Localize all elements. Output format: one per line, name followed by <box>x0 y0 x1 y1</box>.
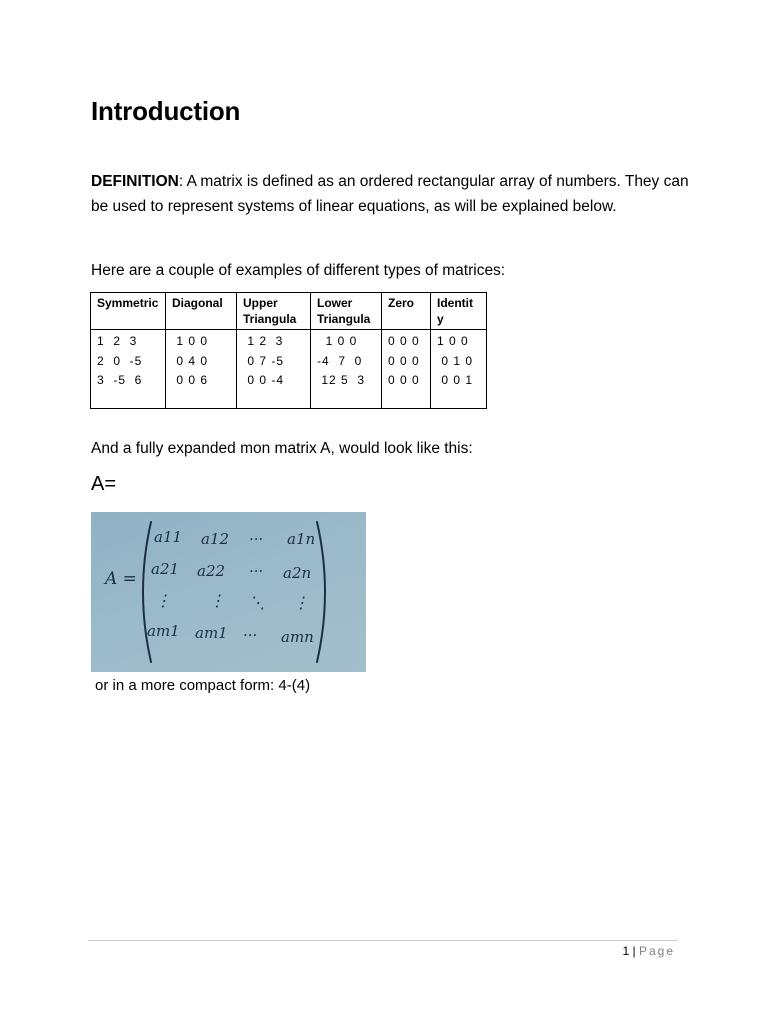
left-bracket <box>143 522 151 662</box>
matrix-entry-r4c3: ··· <box>243 626 258 644</box>
header-lower-triangular: Lower Triangula <box>311 293 382 330</box>
matrix-entry-r3c4: ⋮ <box>293 593 309 612</box>
matrix-entry-r2c3: ··· <box>249 562 264 580</box>
definition-paragraph <box>91 169 691 219</box>
header-identity: Identit y <box>431 293 487 330</box>
definition-label: DEFINITION <box>91 173 179 190</box>
matrix-entry-r2c2: a22 <box>197 562 226 580</box>
matrix-entry-r4c4: amn <box>281 628 314 646</box>
matrix-entry-r4c2: am1 <box>195 624 228 642</box>
cell-identity: 1 0 0 0 1 0 0 0 1 <box>431 330 487 409</box>
matrix-entry-r1c4: a1n <box>287 530 316 548</box>
definition-text: : A matrix is defined as an ordered rectangular array of numbers. They can be used to represent systems of linear equations, as will be explained below. <box>91 173 689 215</box>
matrix-entry-r4c1: am1 <box>147 622 180 640</box>
page-footer <box>622 944 675 958</box>
cell-symmetric: 1 2 3 2 0 -5 3 -5 6 <box>91 330 166 409</box>
matrix-entry-r1c2: a12 <box>201 530 230 548</box>
matrix-entry-r3c1: ⋮ <box>155 591 171 610</box>
general-matrix-image <box>91 512 366 672</box>
matrix-lhs: A = <box>105 569 137 589</box>
header-diagonal: Diagonal <box>166 293 237 330</box>
header-upper-triangular: Upper Triangula <box>237 293 311 330</box>
matrix-entry-r1c1: a11 <box>154 528 183 546</box>
matrix-entry-r3c3: ⋱ <box>249 593 265 612</box>
page-title: Introduction <box>91 96 241 126</box>
cell-diagonal: 1 0 0 0 4 0 0 0 6 <box>166 330 237 409</box>
matrix-a-label: A= <box>91 473 117 495</box>
cell-zero: 0 0 0 0 0 0 0 0 0 <box>382 330 431 409</box>
table-row <box>91 330 487 409</box>
cell-upper-triangular: 1 2 3 0 7 -5 0 0 -4 <box>237 330 311 409</box>
page-number: 1 <box>622 944 630 958</box>
examples-intro: Here are a couple of examples of different types of matrices: <box>91 262 506 279</box>
footer-divider <box>88 940 678 941</box>
matrix-entry-r2c4: a2n <box>283 564 312 582</box>
matrix-types-table <box>90 292 487 409</box>
table-header-row <box>91 293 487 330</box>
matrix-entry-r1c3: ··· <box>249 530 264 548</box>
header-zero: Zero <box>382 293 431 330</box>
compact-form-line: or in a more compact form: 4-(4) <box>95 677 311 694</box>
expanded-matrix-line: And a fully expanded mon matrix A, would look like this: <box>91 440 473 457</box>
right-bracket <box>317 522 325 662</box>
header-symmetric: Symmetric <box>91 293 166 330</box>
cell-lower-triangular: 1 0 0 -4 7 0 12 5 3 <box>311 330 382 409</box>
matrix-entry-r3c2: ⋮ <box>209 591 225 610</box>
footer-separator: | <box>632 944 636 958</box>
matrix-entry-r2c1: a21 <box>151 560 180 578</box>
general-matrix-figure <box>91 512 366 672</box>
page-word: Page <box>638 944 675 958</box>
